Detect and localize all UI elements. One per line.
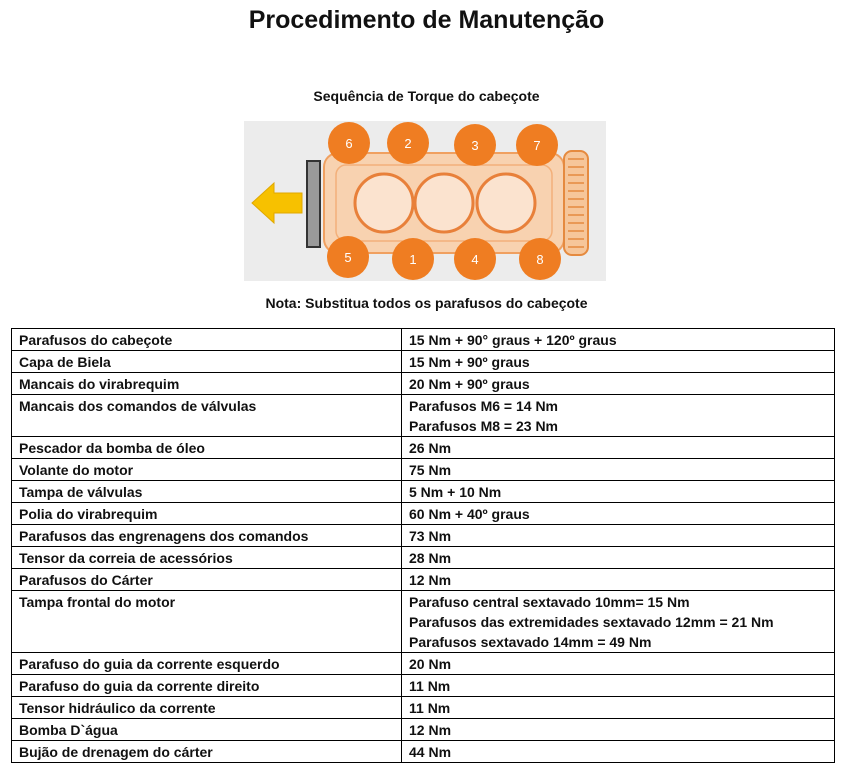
torque-value: Parafusos M6 = 14 Nm — [409, 398, 559, 414]
table-row — [12, 569, 835, 591]
bolt-marker — [392, 238, 434, 280]
table-row — [12, 437, 835, 459]
torque-value: 73 Nm — [409, 528, 452, 544]
page-title: Procedimento de Manutenção — [248, 6, 605, 34]
torque-value: 5 Nm + 10 Nm — [409, 484, 502, 500]
component-cell: Volante do motor — [12, 459, 402, 481]
table-row — [12, 351, 835, 373]
component-cell: Parafusos do cabeçote — [12, 329, 402, 351]
torque-cell — [402, 591, 835, 653]
torque-cell — [402, 569, 835, 591]
torque-cell — [402, 437, 835, 459]
torque-cell — [402, 481, 835, 503]
torque-cell — [402, 741, 835, 763]
torque-value: 75 Nm — [409, 462, 452, 478]
torque-value: Parafusos M8 = 23 Nm — [409, 418, 559, 434]
torque-cell — [402, 351, 835, 373]
component-cell: Parafusos do Cárter — [12, 569, 402, 591]
flywheel-plate — [307, 161, 320, 247]
table-row — [12, 395, 835, 437]
bolt-number: 4 — [471, 252, 479, 267]
table-row — [12, 697, 835, 719]
torque-value: Parafusos sextavado 14mm = 49 Nm — [409, 634, 652, 650]
cylinder-bore — [477, 174, 535, 232]
torque-value: 20 Nm — [409, 656, 452, 672]
component-cell: Bomba D`água — [12, 719, 402, 741]
torque-cell — [402, 329, 835, 351]
torque-cell — [402, 503, 835, 525]
component-cell: Mancais dos comandos de válvulas — [12, 395, 402, 437]
component-cell: Tampa frontal do motor — [12, 591, 402, 653]
torque-cell — [402, 525, 835, 547]
bolt-number: 8 — [536, 252, 544, 267]
table-row — [12, 503, 835, 525]
torque-value: 26 Nm — [409, 440, 452, 456]
table-row — [12, 329, 835, 351]
torque-value: 28 Nm — [409, 550, 452, 566]
torque-value: 12 Nm — [409, 722, 452, 738]
bolt-marker — [516, 124, 558, 166]
table-row — [12, 481, 835, 503]
torque-value: 15 Nm + 90º graus — [409, 354, 530, 370]
table-row — [12, 719, 835, 741]
torque-value: 15 Nm + 90° graus + 120º graus — [409, 332, 617, 348]
torque-value: 11 Nm — [409, 678, 451, 694]
torque-cell — [402, 719, 835, 741]
bolt-number: 6 — [345, 136, 353, 151]
torque-value: 12 Nm — [409, 572, 452, 588]
component-cell: Mancais do virabrequim — [12, 373, 402, 395]
cylinder-bore — [415, 174, 473, 232]
component-cell: Tampa de válvulas — [12, 481, 402, 503]
bolt-marker — [454, 238, 496, 280]
bolt-marker — [519, 238, 561, 280]
torque-cell — [402, 697, 835, 719]
bolt-marker — [387, 122, 429, 164]
torque-value: 44 Nm — [409, 744, 452, 760]
torque-value: Parafusos das extremidades sextavado 12mm = 21 Nm — [409, 614, 774, 630]
table-row — [12, 741, 835, 763]
torque-spec-table — [11, 328, 835, 763]
replacement-note: Nota: Substitua todos os parafusos do cabeçote — [265, 295, 588, 311]
component-cell: Tensor hidráulico da corrente — [12, 697, 402, 719]
bolt-number: 5 — [344, 250, 352, 265]
table-row — [12, 459, 835, 481]
diagram-caption: Sequência de Torque do cabeçote — [313, 88, 540, 104]
bolt-number: 3 — [471, 138, 479, 153]
cylinder-bore — [355, 174, 413, 232]
component-cell: Parafuso do guia da corrente esquerdo — [12, 653, 402, 675]
bolt-marker — [327, 236, 369, 278]
torque-value: Parafuso central sextavado 10mm= 15 Nm — [409, 594, 690, 610]
bolt-number: 2 — [404, 136, 412, 151]
table-row — [12, 373, 835, 395]
bolt-number: 7 — [533, 138, 541, 153]
torque-cell — [402, 653, 835, 675]
torque-value: 11 Nm — [409, 700, 451, 716]
component-cell: Polia do virabrequim — [12, 503, 402, 525]
table-row — [12, 591, 835, 653]
component-cell: Parafuso do guia da corrente direito — [12, 675, 402, 697]
table-row — [12, 675, 835, 697]
component-cell: Tensor da correia de acessórios — [12, 547, 402, 569]
torque-sequence-diagram — [244, 121, 606, 281]
torque-value: 60 Nm + 40º graus — [409, 506, 530, 522]
torque-cell — [402, 459, 835, 481]
torque-cell — [402, 547, 835, 569]
component-cell: Capa de Biela — [12, 351, 402, 373]
table-row — [12, 525, 835, 547]
torque-cell — [402, 373, 835, 395]
torque-cell — [402, 395, 835, 437]
table-row — [12, 653, 835, 675]
table-row — [12, 547, 835, 569]
component-cell: Pescador da bomba de óleo — [12, 437, 402, 459]
torque-value: 20 Nm + 90º graus — [409, 376, 530, 392]
bolt-marker — [454, 124, 496, 166]
component-cell: Bujão de drenagem do cárter — [12, 741, 402, 763]
torque-cell — [402, 675, 835, 697]
bolt-marker — [328, 122, 370, 164]
bolt-number: 1 — [409, 252, 417, 267]
component-cell: Parafusos das engrenagens dos comandos — [12, 525, 402, 547]
